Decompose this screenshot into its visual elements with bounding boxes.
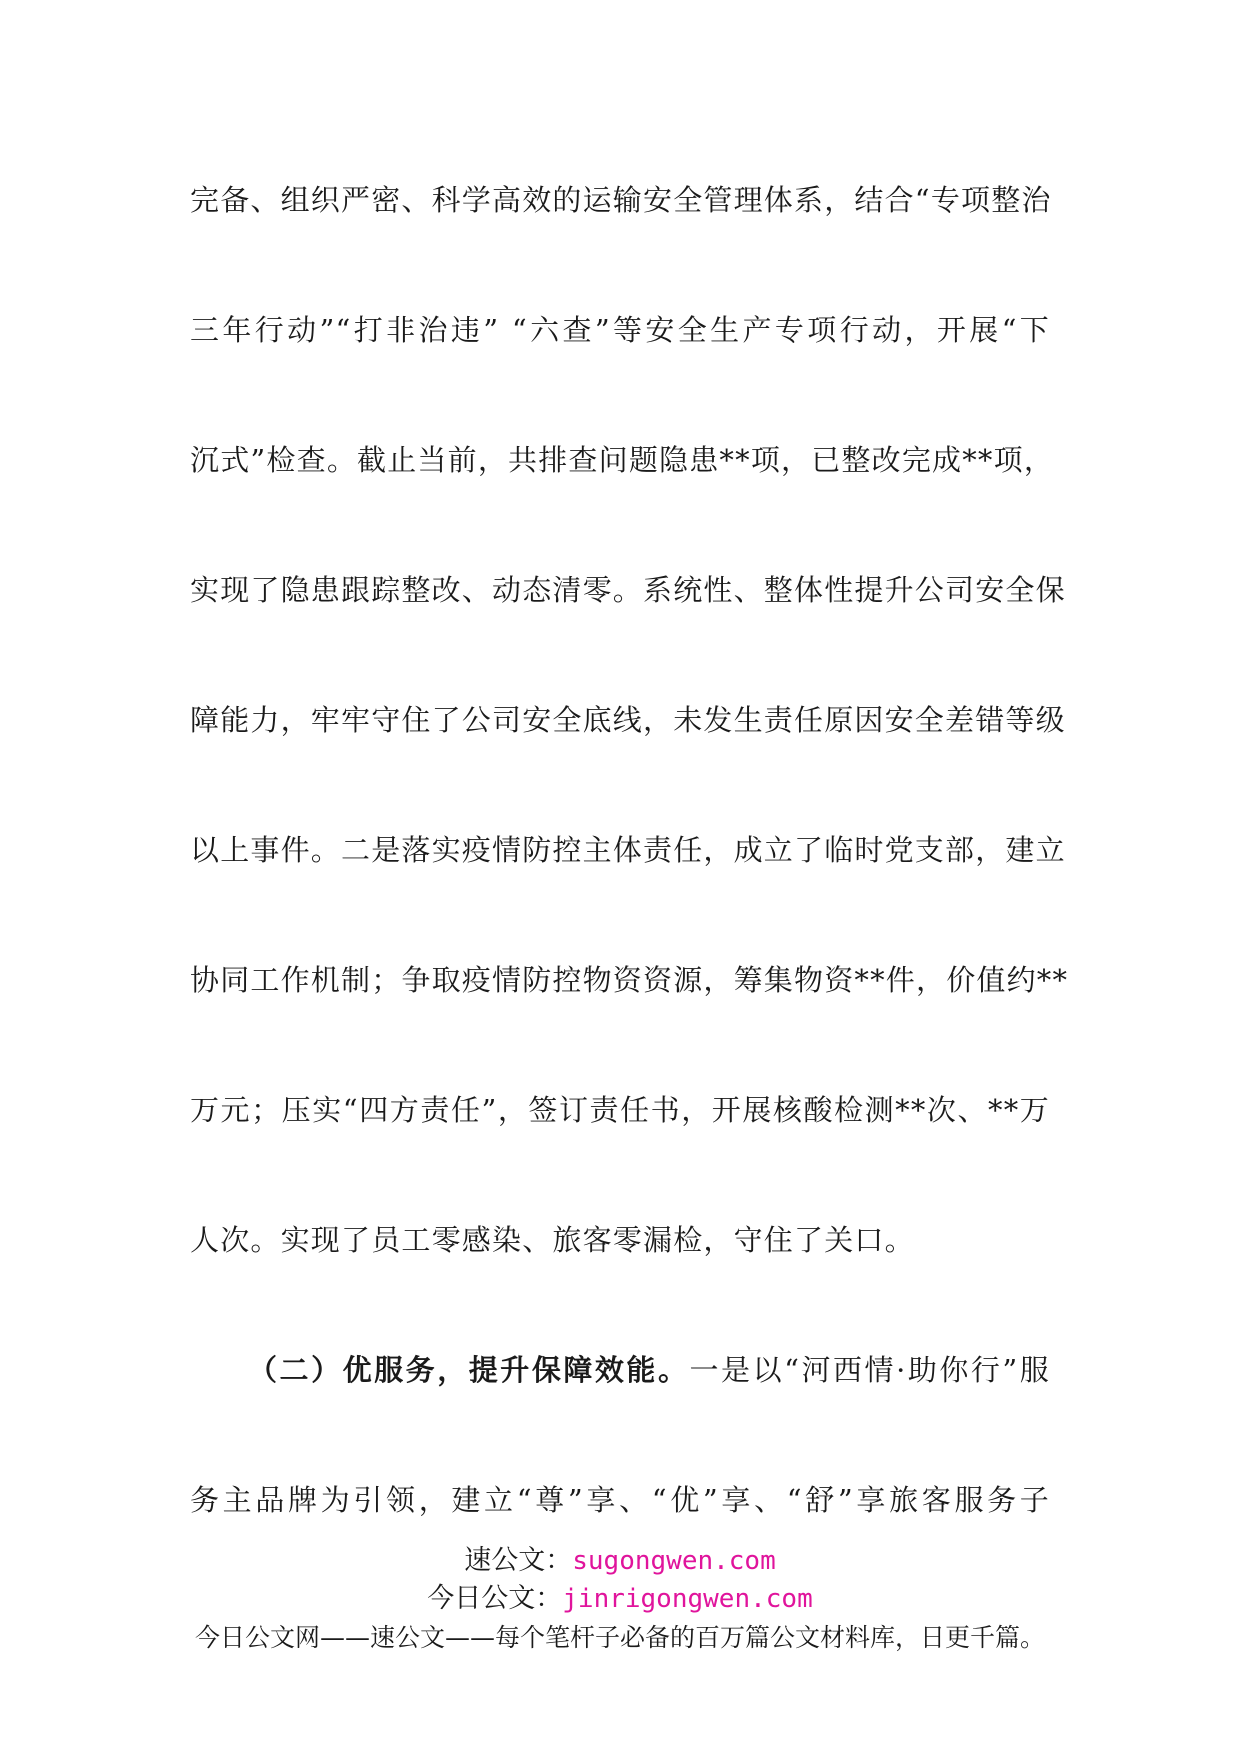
footer-jinrigongwen [0, 1576, 1240, 1615]
footer-sugongwen-label: 速公文： [464, 1545, 573, 1576]
body-line-3: 沉式”检查。截止当前，共排查问题隐患**项，已整改完成**项， [190, 443, 1055, 477]
section-paragraph [190, 1340, 1050, 1470]
footer-sugongwen [0, 1538, 1240, 1577]
footer-jinrigongwen-label: 今日公文： [427, 1583, 563, 1614]
document-body [190, 170, 1069, 1600]
section-text: 一是以“河西情·助你行”服 [689, 1353, 1050, 1387]
footer-jinrigongwen-link[interactable]: jinrigongwen.com [562, 1584, 813, 1614]
footer-tagline: 今日公文网——速公文——每个笔杆子必备的百万篇公文材料库，日更千篇。 [194, 1623, 1045, 1652]
body-line-5: 障能力，牢牢守住了公司安全底线，未发生责任原因安全差错等级 [190, 703, 1066, 737]
body-line-4: 实现了隐患跟踪整改、动态清零。系统性、整体性提升公司安全保 [190, 573, 1066, 607]
body-line-9: 人次。实现了员工零感染、旅客零漏检，守住了关口。 [190, 1223, 915, 1257]
body-line-6: 以上事件。二是落实疫情防控主体责任，成立了临时党支部，建立 [190, 833, 1066, 867]
body-line-2: 三年行动”“打非治违” “六查”等安全生产专项行动，开展“下 [190, 313, 1050, 347]
body-line-1: 完备、组织严密、科学高效的运输安全管理体系，结合“专项整治 [190, 183, 1052, 217]
section-heading: （二）优服务，提升保障效能。 [248, 1353, 690, 1387]
section-next-line: 务主品牌为引领，建立“尊”享、“优”享、“舒”享旅客服务子 [190, 1483, 1050, 1517]
body-line-7: 协同工作机制；争取疫情防控物资资源，筹集物资**件，价值约** [190, 963, 1069, 997]
body-line-8: 万元；压实“四方责任”，签订责任书，开展核酸检测**次、**万 [190, 1093, 1050, 1127]
footer-sugongwen-link[interactable]: sugongwen.com [572, 1546, 776, 1576]
